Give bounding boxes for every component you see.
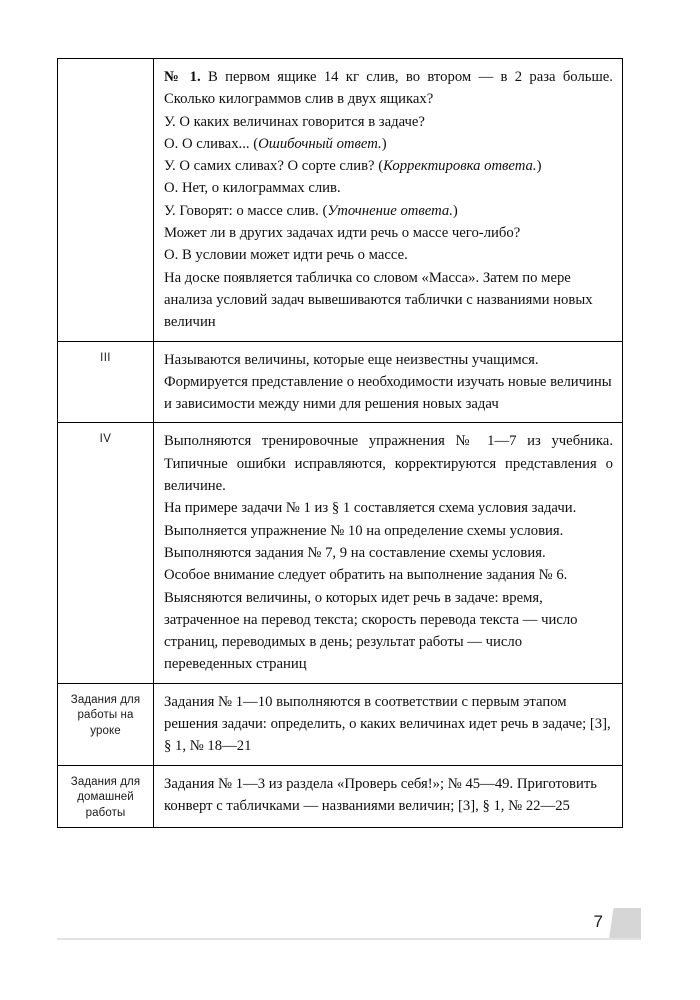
- paragraph: [164, 542, 613, 564]
- row-body-cell: [154, 683, 623, 765]
- text-run: У. О каких величинах говорится в задаче?: [164, 113, 425, 130]
- row-label-text: Задания для работы на уроке: [70, 693, 141, 737]
- text-run: Особое внимание следует обратить на выполнение задания № 6. Выясняются величины, о которых идет речь в задаче: время, затраченное на перевод текста; скорость перевода текста — число страниц, переводимых в день; результат работы — число переведенных страниц: [164, 567, 578, 673]
- text-run: На примере задачи № 1 из § 1 составляется схема условия задачи.: [164, 500, 577, 517]
- table-row: [58, 765, 623, 828]
- row-label-text: [58, 59, 153, 74]
- table-row: [58, 59, 623, 342]
- row-body-text: [154, 766, 622, 825]
- paragraph: [164, 111, 613, 133]
- text-run: О. О сливах... (: [164, 135, 259, 152]
- table-row: [58, 683, 623, 765]
- row-body-cell: [154, 765, 623, 828]
- paragraph: [164, 177, 613, 199]
- row-body-text: [154, 59, 622, 341]
- row-body-text: [154, 684, 622, 765]
- text-run: Выполняется упражнение № 10 на определение схемы условия.: [164, 522, 564, 539]
- text-run: Корректировка ответа.: [383, 158, 537, 175]
- text-run: Задания № 1—10 выполняются в соответствии с первым этапом решения задачи: определить, о каких величинах идет речь в задаче; [3], § 1, № 18—21: [164, 693, 611, 755]
- text-run: Может ли в других задачах идти речь о массе чего-либо?: [164, 225, 521, 242]
- page-number: 7: [593, 912, 603, 931]
- row-label-text: III: [100, 351, 111, 364]
- text-run: ): [452, 202, 458, 219]
- paragraph: [164, 349, 613, 416]
- text-run: У. О самих сливах? О сорте слив? (: [164, 158, 384, 175]
- text-run: ): [381, 135, 387, 152]
- table-body: [58, 59, 623, 828]
- paragraph: [164, 200, 613, 222]
- text-run: На доске появляется табличка со словом «Масса». Затем по мере анализа условий задач вывешиваются таблички с названиями новых величин: [164, 269, 593, 331]
- row-label-cell: [58, 423, 154, 683]
- text-run: Выполняются тренировочные упражнения № 1—7 из учебника. Типичные ошибки исправляются, корректируются представления о величине.: [164, 433, 613, 495]
- table-row: [58, 423, 623, 683]
- footer-rule: [57, 938, 641, 940]
- row-label-cell: [58, 59, 154, 342]
- row-label-text: IV: [99, 433, 112, 446]
- row-label-text: Задания для домашней работы: [70, 775, 141, 819]
- paragraph: [164, 497, 613, 519]
- text-run: Ошибочный ответ.: [258, 135, 382, 152]
- paragraph: [164, 691, 613, 758]
- paragraph: [164, 66, 613, 111]
- lesson-plan-table: [57, 58, 623, 828]
- paragraph: [164, 773, 613, 818]
- text-run: № 1.: [164, 69, 201, 85]
- paragraph: [164, 564, 613, 675]
- text-run: Уточнение ответа.: [327, 202, 453, 219]
- table-row: [58, 341, 623, 423]
- row-body-text: [154, 342, 622, 423]
- text-run: О. В условии может идти речь о массе.: [164, 247, 408, 264]
- text-run: ): [536, 158, 542, 175]
- row-body-cell: [154, 59, 623, 342]
- paragraph: [164, 520, 613, 542]
- text-run: О. Нет, о килограммах слив.: [164, 180, 341, 197]
- paragraph: [164, 133, 613, 155]
- text-run: У. Говорят: о массе слив. (: [164, 202, 328, 219]
- text-run: Называются величины, которые еще неизвестны учащимся. Формируется представление о необходимости изучать новые величины и зависимости между ними для решения новых задач: [164, 351, 612, 413]
- paragraph: [164, 430, 613, 497]
- row-body-text: [154, 423, 622, 682]
- paragraph: [164, 155, 613, 177]
- footer-corner-decoration: [609, 908, 641, 939]
- text-run: Задания № 1—3 из раздела «Проверь себя!»; № 45—49. Приготовить конверт с табличками — названиями величин; [3], § 1, № 22—25: [164, 775, 597, 814]
- text-run: Выполняются задания № 7, 9 на составление схемы условия.: [164, 544, 546, 561]
- paragraph: [164, 222, 613, 244]
- paragraph: [164, 267, 613, 334]
- row-body-cell: [154, 341, 623, 423]
- row-label-cell: [58, 683, 154, 765]
- text-run: В первом ящике 14 кг слив, во втором — в 2 раза больше. Сколько килограммов слив в двух ящиках?: [164, 69, 613, 108]
- row-label-cell: [58, 765, 154, 828]
- paragraph: [164, 244, 613, 266]
- row-body-cell: [154, 423, 623, 683]
- row-label-cell: [58, 341, 154, 423]
